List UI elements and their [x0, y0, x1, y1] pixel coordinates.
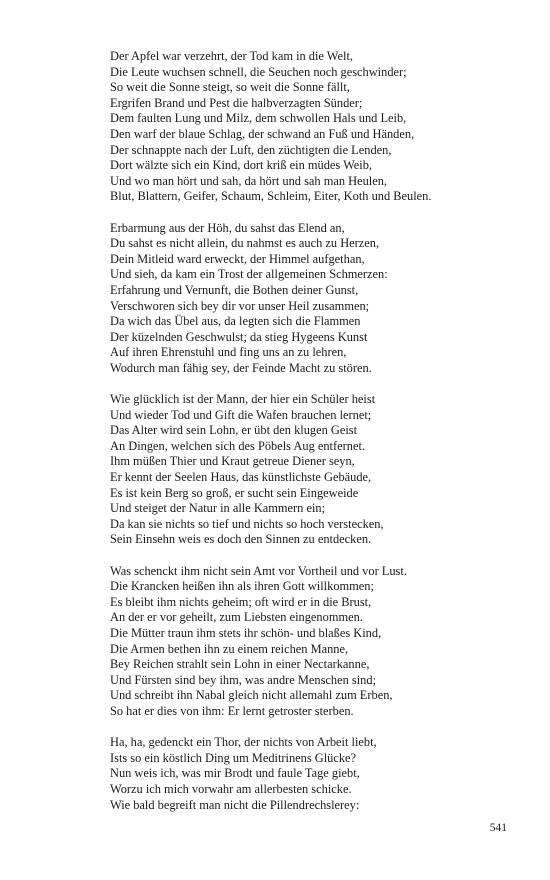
verse-line: Die Krancken heißen ihn als ihren Gott willkommen; [110, 579, 374, 594]
verse-line: Was schenckt ihm nicht sein Amt vor Vortheil und vor Lust. [110, 563, 407, 578]
verse-line: Den warf der blaue Schlag, der schwand an Fuß und Händen, [110, 126, 415, 141]
verse-line: Nun weis ich, was mir Brodt und faule Tage giebt, [110, 766, 360, 781]
verse-line: Und steiget der Natur in alle Kammern ein; [110, 501, 326, 516]
verse-line: Erbarmung aus der Höh, du sahst das Elend an, [110, 220, 345, 235]
verse-line: Bey Reichen strahlt sein Lohn in einer Nectarkanne, [110, 657, 370, 672]
verse-line: Der schnappte nach der Luft, den züchtigten die Lenden, [110, 142, 392, 157]
stanza [110, 564, 510, 720]
verse-line: Worzu ich mich vorwahr am allerbesten schicke. [110, 781, 352, 796]
verse-line: Da wich das Übel aus, da legten sich die Flammen [110, 314, 361, 329]
verse-line: Ihm müßen Thier und Kraut getreue Diener seyn, [110, 454, 355, 469]
stanza [110, 735, 510, 813]
verse-line: Ergrifen Brand und Pest die halbverzagten Sünder; [110, 95, 363, 110]
verse-line: Verschworen sich bey dir vor unser Heil zusammen; [110, 298, 370, 313]
verse-line: Der Apfel war verzehrt, der Tod kam in die Welt, [110, 49, 353, 63]
verse-line: Wie glücklich ist der Mann, der hier ein Schüler heist [110, 392, 376, 407]
verse-line: Und schreibt ihn Nabal gleich nicht allemahl zum Erben, [110, 688, 393, 703]
verse-line: Das Alter wird sein Lohn, er übt den klugen Geist [110, 423, 358, 438]
verse-line: Du sahst es nicht allein, du nahmst es auch zu Herzen, [110, 236, 380, 251]
verse-line: Erfahrung und Vernunft, die Bothen deiner Gunst, [110, 282, 359, 297]
verse-line: Der küzelnden Geschwulst; da stieg Hygeens Kunst [110, 329, 368, 344]
verse-line: Dem faulten Lung und Milz, dem schwollen Hals und Leib, [110, 111, 407, 126]
verse-line: Da kan sie nichts so tief und nichts so hoch verstecken, [110, 516, 384, 531]
stanza [110, 392, 510, 548]
verse-line: An der er vor geheilt, zum Liebsten eingenommen. [110, 610, 363, 625]
verse-line: Die Mütter traun ihm stets ihr schön- und blaßes Kind, [110, 625, 382, 640]
verse-line: So hat er dies von ihm: Er lernt getroster sterben. [110, 703, 354, 718]
verse-line: Er kennt der Seelen Haus, das künstlichste Gebäude, [110, 470, 372, 485]
stanza [110, 49, 510, 205]
page-number: 541 [489, 822, 507, 834]
verse-line: Blut, Blattern, Geifer, Schaum, Schleim, Eiter, Koth und Beulen. [110, 189, 432, 204]
verse-line: Und wieder Tod und Gift die Wafen brauchen lernet; [110, 407, 372, 422]
verse-line: Wodurch man fähig sey, der Feinde Macht zu stören. [110, 360, 372, 375]
verse-line: Dort wälzte sich ein Kind, dort kriß ein müdes Weib, [110, 158, 373, 173]
verse-line: Es bleibt ihm nichts geheim; oft wird er in die Brust, [110, 594, 372, 609]
verse-line: An Dingen, welchen sich des Pöbels Aug entfernet. [110, 438, 365, 453]
verse-line: Und sieh, da kam ein Trost der allgemeinen Schmerzen: [110, 267, 388, 282]
verse-line: Dein Mitleid ward erweckt, der Himmel aufgethan, [110, 251, 365, 266]
verse-line: So weit die Sonne steigt, so weit die Sonne fällt, [110, 80, 350, 95]
verse-line: Ists so ein köstlich Ding um Meditrinens Glücke? [110, 750, 357, 765]
verse-line: Wie bald begreift man nicht die Pillendrechslerey: [110, 797, 360, 812]
verse-line: Die Armen bethen ihn zu einem reichen Manne, [110, 641, 349, 656]
poem-body [110, 49, 510, 813]
verse-line: Und Fürsten sind bey ihm, was andre Menschen sind; [110, 672, 377, 687]
verse-line: Ha, ha, gedenckt ein Thor, der nichts von Arbeit liebt, [110, 735, 377, 750]
verse-line: Die Leute wuchsen schnell, die Seuchen noch geschwinder; [110, 64, 407, 79]
verse-line: Auf ihren Ehrenstuhl und fing uns an zu lehren, [110, 345, 347, 360]
verse-line: Sein Einsehn weis es doch den Sinnen zu entdecken. [110, 532, 372, 547]
verse-line: Und wo man hört und sah, da hört und sah man Heulen, [110, 173, 388, 188]
stanza [110, 221, 510, 377]
verse-line: Es ist kein Berg so groß, er sucht sein Eingeweide [110, 485, 359, 500]
